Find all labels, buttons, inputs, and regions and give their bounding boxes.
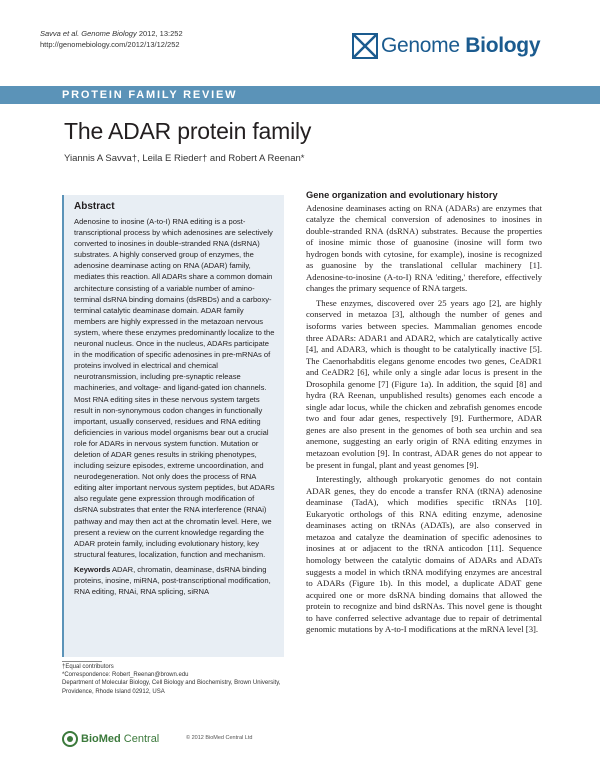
- biomed-central-logo-icon: [62, 731, 78, 747]
- body-column: [306, 190, 542, 639]
- keywords-list: ADAR, chromatin, deaminase, dsRNA binding proteins, inosine, miRNA, post-transcriptional modification, RNA editing, RNAi, RNA splicing, siRNA: [74, 564, 271, 597]
- keywords-label: Keywords: [74, 564, 111, 574]
- footnotes: [62, 663, 287, 696]
- author-list: Yiannis A Savva†, Leila E Rieder† and Robert A Reenan*: [64, 153, 305, 164]
- keywords: [74, 564, 276, 597]
- footnote-affiliation: Department of Molecular Biology, Cell Biology and Biochemistry, Brown University, Providence, Rhode Island 02912, USA: [62, 680, 281, 695]
- footnote-correspondence[interactable]: *Correspondence: Robert_Reenan@brown.edu: [62, 672, 189, 679]
- citation-journal: Savva et al. Genome Biology: [40, 29, 137, 38]
- section-heading: Gene organization and evolutionary history: [306, 190, 498, 200]
- abstract-text: Adenosine to inosine (A-to-I) RNA editing is a post-transcriptional process by which adenosines are selectively converted to inosines in double-stranded RNA (dsRNA) substrates. A highly conserved group of enzymes, the adenosine deaminase acting on RNA (ADAR) family, mediates this reaction. All ADARs share a common domain architecture consisting of a variable number of amino-terminal dsRNA binding domains (dsRBDs) and a carboxy-terminal catalytic deaminase domain. ADAR family members are highly expressed in the metazoan nervous system, where these enzymes predominantly localize to the neuronal nucleus. Once in the nucleus, ADARs participate in the modification of specific adenosines in pre-mRNAs of proteins involved in electrical and chemical neurotransmission, including pre-synaptic release machineries, and voltage- and ligand-gated ion channels. Most RNA editing sites in these nervous system targets result in non-synonymous codon changes in functionally important, usually conserved, residues and RNA editing deficiencies in various model organisms bear out a crucial role for ADARs in nervous system function. Mutation or deletion of ADAR genes results in striking phenotypes, including seizure episodes, extreme uncoordination, and neurodegeneration. Not only does the process of RNA editing alter important nervous system peptides, but ADARs also regulate gene expression through modification of dsRNA substrates that enter the RNA interference (RNAi) pathway and may then act at the chromatin level. Here, we present a review on the current knowledge regarding the ADAR protein family, including evolutionary history, key structural features, localization, function and mechanism.: [74, 217, 275, 559]
- footnote-equal-contributors: †Equal contributors: [62, 664, 114, 670]
- article-title: The ADAR protein family: [64, 118, 312, 144]
- publisher-name-rest: Central: [120, 733, 160, 745]
- body-paragraph: Interestingly, although prokaryotic genomes do not contain ADAR genes, they do encode a transfer RNA (tRNA) adenosine deaminase (TadA), which modifies specific tRNAs [10]. Eukaryotic orthologs of this RNA editing enzyme, adenosine deaminases acting on tRNAs (ADATs), are also conserved in metazoa and catalyze the deamination of specific adenosines to inosines at or adjacent to the tRNA anticodon [11]. Sequence homology between the catalytic domains of ADARs and ADATs suggests a model in which tRNA modifying enzymes are ancestral to ADARs (Figure 1b). In this model, a duplicate ADAT gene acquired one or more dsRNA binding domains that allowed the protein to recognize and bind dsRNAs. This novel gene is thought to have conferred selective advantage due to repair of detrimental genomic mutations by A-to-I modifications at the mRNA level [3].: [306, 474, 542, 635]
- genome-biology-logo-icon: [352, 33, 378, 59]
- abstract-box: [62, 195, 284, 657]
- article-type-banner: [0, 86, 600, 104]
- body-paragraph: Adenosine deaminases acting on RNA (ADARs) are enzymes that catalyze the chemical conversion of adenosines to inosines in double-stranded RNA (dsRNA) substrates. Because the properties of inosine mimic those of guanosine (inosine will form two hydrogen bonds with cytosine, for example), inosine is recognized as guanosine by the translational cellular machinery [1]. Adenosine-to-inosine (A-to-I) RNA 'editing,' therefore, effectively changes the primary sequence of RNA targets.: [306, 202, 542, 294]
- citation-volume: 2012, 13:252: [136, 29, 183, 38]
- citation-url[interactable]: http://genomebiology.com/2012/13/12/252: [40, 40, 180, 49]
- biomed-central-logo: [62, 731, 159, 747]
- abstract-heading: Abstract: [74, 201, 115, 212]
- genome-biology-logo: [352, 33, 540, 59]
- footnote-divider: [62, 661, 102, 662]
- article-type-label: PROTEIN FAMILY REVIEW: [62, 89, 238, 101]
- publisher-name-bold: BioMed: [81, 733, 121, 745]
- copyright-notice: © 2012 BioMed Central Ltd: [186, 735, 253, 741]
- body-paragraph: These enzymes, discovered over 25 years ago [2], are highly conserved in metazoa [3], although the number of genes and isoforms varies between species. Mammalian genomes encode three ADARs: ADAR1 and ADAR2, which are catalytically active [4], and ADAR3, which is thought to be catalytically inactive [5]. The Caenorhabditis elegans genome encodes two genes, CeADR1 and CeADR2 [6], while only a single adar locus is present in the Drosophila genome [7] (Figure 1a). In addition, the squid [8] and hydra (RA Reenan, unpublished results) genomes each encode a single adar locus, while the chicken and zebrafish genomes encode two and four adar genes, respectively [9]. Furthermore, ADAR genes are also present in the genomes of both sea urchin and sea anemone, suggesting an early origin of RNA editing enzymes in metazoan evolution [9]. In contrast, ADAR genes do not appear to be present in fungal, plant and yeast genomes [9].: [306, 297, 542, 470]
- logo-word-biology: Biology: [465, 34, 541, 57]
- logo-word-genome: Genome: [381, 34, 460, 57]
- article-citation: [40, 28, 183, 50]
